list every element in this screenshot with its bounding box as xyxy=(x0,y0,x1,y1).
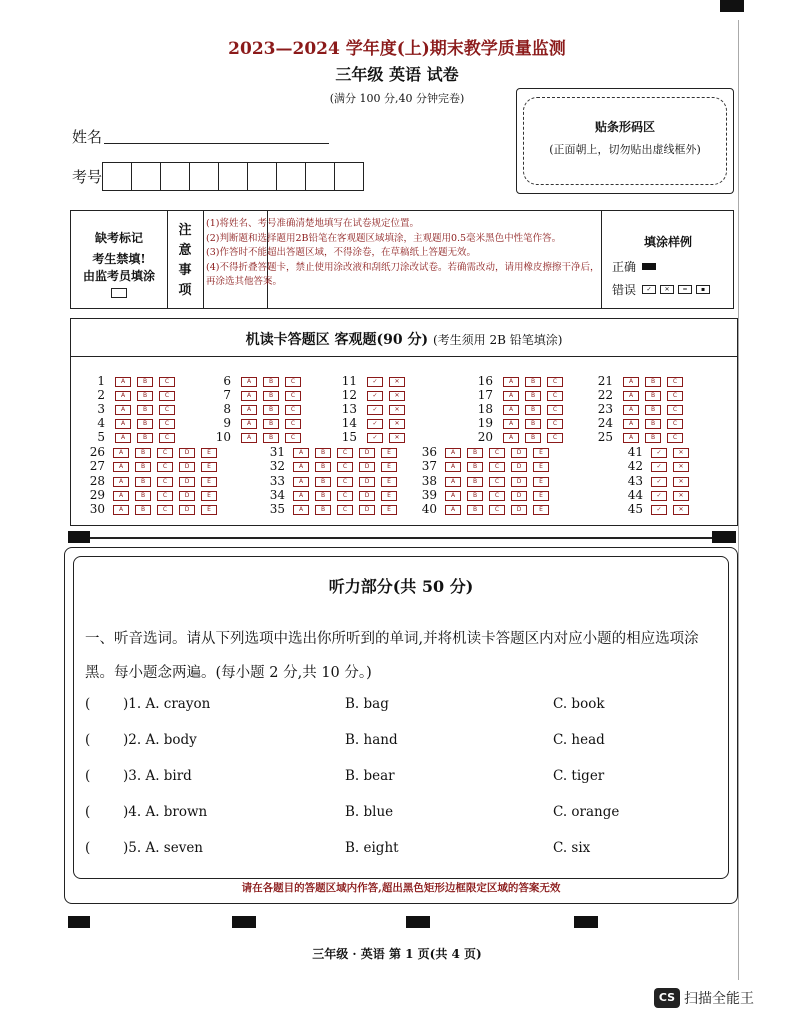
option-b: B. eight xyxy=(345,840,399,856)
answer-bubble[interactable]: C xyxy=(157,448,173,458)
scanner-logo: CS xyxy=(654,988,680,1008)
answer-bubble[interactable]: B xyxy=(137,419,153,429)
notes-header-char: 注 xyxy=(178,223,192,238)
answer-bubble[interactable]: C xyxy=(157,462,173,472)
option-a: )1. A. crayon xyxy=(123,696,211,712)
question-number: 2 xyxy=(97,388,105,402)
answer-bubble[interactable]: ✓ xyxy=(651,477,667,487)
question-number: 11 xyxy=(341,374,357,388)
scanner-name: 扫描全能王 xyxy=(684,991,754,1007)
id-box[interactable] xyxy=(218,162,248,191)
alignment-mark xyxy=(232,916,256,928)
answer-bubble[interactable]: E xyxy=(381,462,397,472)
answer-bubble[interactable]: B xyxy=(467,462,483,472)
answer-bubble[interactable]: B xyxy=(263,419,279,429)
notes-header-char: 事 xyxy=(178,263,192,278)
answer-bubble[interactable]: B xyxy=(645,391,661,401)
answer-bubble[interactable]: E xyxy=(201,477,217,487)
answer-bubble[interactable]: ✓ xyxy=(367,433,383,443)
answer-bubble[interactable]: C xyxy=(159,405,175,415)
answer-bubble[interactable]: A xyxy=(503,377,519,387)
question-number: 36 xyxy=(421,445,437,459)
answer-bubble[interactable]: B xyxy=(467,477,483,487)
answer-bubble[interactable]: C xyxy=(489,448,505,458)
answer-bubble[interactable]: A xyxy=(293,462,309,472)
option-c: C. orange xyxy=(553,804,620,820)
answer-bubble[interactable]: B xyxy=(315,462,331,472)
answer-bubble[interactable]: ✕ xyxy=(673,448,689,458)
answer-bubble[interactable]: E xyxy=(533,448,549,458)
answer-bubble[interactable]: A xyxy=(113,462,129,472)
answer-bubble[interactable]: B xyxy=(137,433,153,443)
option-b: B. hand xyxy=(345,732,398,748)
listening-title: 听力部分(共 50 分) xyxy=(328,577,474,596)
id-box[interactable] xyxy=(102,162,132,191)
option-b: B. bag xyxy=(345,696,389,712)
filled-bubble-icon xyxy=(642,263,656,270)
answer-bubble[interactable]: A xyxy=(503,391,519,401)
answer-bubble[interactable]: A xyxy=(445,448,461,458)
question-number: 19 xyxy=(477,416,493,430)
answer-bubble[interactable]: C xyxy=(159,433,175,443)
answer-bubble[interactable]: B xyxy=(137,377,153,387)
answer-bubble[interactable]: C xyxy=(159,377,175,387)
answer-bubble[interactable]: B xyxy=(263,433,279,443)
answer-bubble[interactable]: ✓ xyxy=(651,462,667,472)
question-number: 5 xyxy=(97,430,105,444)
question-number: 9 xyxy=(223,416,231,430)
answer-bubble[interactable]: A xyxy=(115,419,131,429)
answer-bubble[interactable]: C xyxy=(337,491,353,501)
answer-bubble[interactable]: A xyxy=(445,491,461,501)
exam-title: 2023—2024 学年度(上)期末教学质量监测 xyxy=(228,39,566,59)
answer-bubble[interactable]: ✕ xyxy=(673,462,689,472)
answer-bubble[interactable]: C xyxy=(489,505,505,515)
answer-bubble[interactable]: A xyxy=(503,433,519,443)
question-number: 21 xyxy=(597,374,613,388)
answer-bubble[interactable]: ✓ xyxy=(651,448,667,458)
answer-bubble[interactable]: A xyxy=(113,477,129,487)
answer-bubble[interactable]: E xyxy=(201,491,217,501)
answer-bubble[interactable]: D xyxy=(359,491,375,501)
answer-bubble[interactable]: C xyxy=(667,391,683,401)
name-label: 姓名 xyxy=(72,128,103,146)
sample-correct-label: 正确 xyxy=(612,260,637,274)
answer-bubble[interactable]: A xyxy=(503,419,519,429)
answer-bubble[interactable]: D xyxy=(511,462,527,472)
answer-bubble[interactable]: C xyxy=(489,462,505,472)
question-number: 14 xyxy=(341,416,357,430)
answer-bubble[interactable]: A xyxy=(293,491,309,501)
note-item: (2)判断题和选择题用2B铅笔在客观题区域填涂，主观题用0.5毫米黑色中性笔作答。 xyxy=(206,232,562,244)
answer-bubble[interactable]: C xyxy=(157,505,173,515)
id-box[interactable] xyxy=(131,162,161,191)
absent-mark xyxy=(71,211,168,308)
question-number: 44 xyxy=(627,488,643,502)
question-number: 38 xyxy=(421,474,437,488)
option-a: )2. A. body xyxy=(123,732,197,748)
exam-note: (满分 100 分,40 分钟完卷) xyxy=(329,92,465,105)
question-number: 40 xyxy=(421,502,437,516)
barcode-hint: (正面朝上，切勿贴出虚线框外) xyxy=(549,143,701,156)
answer-bubble[interactable]: B xyxy=(645,377,661,387)
answer-bubble[interactable]: A xyxy=(115,377,131,387)
answer-bubble[interactable]: A xyxy=(241,433,257,443)
answer-bubble[interactable]: E xyxy=(381,505,397,515)
answer-paren: ( xyxy=(85,768,91,784)
answer-bubble[interactable]: B xyxy=(645,405,661,415)
answer-bubble[interactable]: ✕ xyxy=(389,419,405,429)
name-field[interactable] xyxy=(104,143,329,144)
answer-bubble[interactable]: B xyxy=(525,405,541,415)
answer-bubble[interactable]: C xyxy=(285,419,301,429)
answer-bubble[interactable]: C xyxy=(547,391,563,401)
answer-bubble[interactable]: A xyxy=(293,505,309,515)
question-number: 33 xyxy=(269,474,285,488)
answer-bubble[interactable]: C xyxy=(337,462,353,472)
answer-bubble[interactable]: ✓ xyxy=(367,419,383,429)
answer-bubble[interactable]: ✓ xyxy=(651,505,667,515)
answer-bubble[interactable]: A xyxy=(113,505,129,515)
question-number: 37 xyxy=(421,459,437,473)
question-number: 31 xyxy=(269,445,285,459)
info-box xyxy=(70,210,734,309)
option-c: C. book xyxy=(553,696,605,712)
answer-bubble[interactable]: A xyxy=(445,477,461,487)
wrong-cross-icon: ✕ xyxy=(660,285,674,294)
answer-bubble[interactable]: B xyxy=(467,505,483,515)
answer-bubble[interactable]: A xyxy=(115,405,131,415)
answer-bubble[interactable]: E xyxy=(381,491,397,501)
answer-bubble[interactable]: C xyxy=(157,477,173,487)
answer-bubble[interactable]: C xyxy=(159,419,175,429)
answer-bubble[interactable]: A xyxy=(241,405,257,415)
answer-bubble[interactable]: C xyxy=(667,419,683,429)
listening-instruction: 一、听音选词。请从下列选项中选出你所听到的单词,并将机读卡答题区内对应小题的相应选项涂黑。每小题念两遍。(每小题 2 分,共 10 分。) xyxy=(85,631,699,681)
answer-bubble[interactable]: ✕ xyxy=(389,377,405,387)
answer-bubble[interactable]: C xyxy=(157,491,173,501)
answer-bubble[interactable]: C xyxy=(667,377,683,387)
option-c: C. head xyxy=(553,732,605,748)
answer-bubble[interactable]: C xyxy=(547,405,563,415)
answer-bubble[interactable]: A xyxy=(241,391,257,401)
question-number: 28 xyxy=(89,474,105,488)
question-number: 43 xyxy=(627,474,643,488)
answer-bubble[interactable]: A xyxy=(445,505,461,515)
next-page-edge xyxy=(738,20,794,980)
answer-bubble[interactable]: E xyxy=(201,505,217,515)
option-c: C. tiger xyxy=(553,768,605,784)
scanner-watermark xyxy=(654,988,754,1008)
answer-bubble[interactable]: C xyxy=(667,433,683,443)
question-number: 26 xyxy=(89,445,105,459)
answer-bubble[interactable]: E xyxy=(201,448,217,458)
option-b: B. bear xyxy=(345,768,395,784)
question-number: 39 xyxy=(421,488,437,502)
answer-bubble[interactable]: D xyxy=(179,462,195,472)
answer-bubble[interactable]: A xyxy=(445,462,461,472)
answer-bubble[interactable]: B xyxy=(467,491,483,501)
question-number: 23 xyxy=(597,402,613,416)
answer-bubble[interactable]: B xyxy=(315,505,331,515)
answer-bubble[interactable]: C xyxy=(547,419,563,429)
question-number: 1 xyxy=(97,374,105,388)
question-number: 32 xyxy=(269,459,285,473)
question-number: 4 xyxy=(97,416,105,430)
answer-bubble[interactable]: C xyxy=(337,448,353,458)
question-number: 6 xyxy=(223,374,231,388)
note-item: (1)将姓名、考号准确清楚地填写在试卷规定位置。 xyxy=(206,218,419,229)
wrong-dash-icon: = xyxy=(678,285,692,294)
answer-bubble[interactable]: E xyxy=(533,505,549,515)
question-number: 8 xyxy=(223,402,231,416)
answer-bubble[interactable]: B xyxy=(137,391,153,401)
answer-bubble[interactable]: B xyxy=(645,419,661,429)
answer-bubble[interactable]: A xyxy=(623,377,639,387)
answer-bubble[interactable]: B xyxy=(137,405,153,415)
fill-sample xyxy=(601,211,734,308)
question-number: 17 xyxy=(477,388,493,402)
answer-bubble[interactable]: C xyxy=(489,491,505,501)
answer-area-warning: 请在各题目的答题区域内作答,超出黑色矩形边框限定区域的答案无效 xyxy=(241,882,561,894)
answer-bubble[interactable]: C xyxy=(667,405,683,415)
answer-bubble[interactable]: C xyxy=(285,433,301,443)
answer-paren: ( xyxy=(85,696,91,712)
answer-bubble[interactable]: ✕ xyxy=(673,505,689,515)
option-b: B. blue xyxy=(345,804,394,820)
answer-bubble[interactable]: A xyxy=(115,433,131,443)
answer-bubble[interactable]: B xyxy=(315,448,331,458)
absent-bubble[interactable] xyxy=(111,288,127,298)
question-number: 16 xyxy=(477,374,493,388)
question-number: 12 xyxy=(341,388,357,402)
question-number: 30 xyxy=(89,502,105,516)
answer-bubble[interactable]: E xyxy=(381,448,397,458)
question-number: 7 xyxy=(223,388,231,402)
id-label: 考号 xyxy=(72,168,103,186)
answer-bubble[interactable]: ✓ xyxy=(367,391,383,401)
answer-bubble[interactable]: D xyxy=(359,505,375,515)
sample-title: 填涂样例 xyxy=(643,235,692,249)
divider-line xyxy=(68,537,736,539)
answer-bubble[interactable]: A xyxy=(293,477,309,487)
answer-bubble[interactable]: D xyxy=(511,477,527,487)
answer-bubble[interactable]: A xyxy=(623,391,639,401)
id-box[interactable] xyxy=(247,162,277,191)
question-number: 3 xyxy=(97,402,105,416)
answer-bubble[interactable]: D xyxy=(359,448,375,458)
barcode-title: 贴条形码区 xyxy=(594,120,655,134)
answer-bubble[interactable]: D xyxy=(511,448,527,458)
answer-bubble[interactable]: E xyxy=(533,477,549,487)
omr-title-text: 机读卡答题区 客观题(90 分) xyxy=(245,332,429,348)
answer-bubble[interactable]: B xyxy=(525,391,541,401)
answer-bubble[interactable]: B xyxy=(135,448,151,458)
answer-bubble[interactable]: A xyxy=(293,448,309,458)
answer-bubble[interactable]: A xyxy=(241,419,257,429)
question-number: 10 xyxy=(215,430,231,444)
answer-bubble[interactable]: ✓ xyxy=(651,491,667,501)
wrong-check-icon: ✓ xyxy=(642,285,656,294)
answer-bubble[interactable]: D xyxy=(511,505,527,515)
answer-bubble[interactable]: ✕ xyxy=(673,477,689,487)
answer-bubble[interactable]: B xyxy=(135,477,151,487)
answer-bubble[interactable]: A xyxy=(623,405,639,415)
answer-bubble[interactable]: A xyxy=(241,377,257,387)
question-number: 22 xyxy=(597,388,613,402)
answer-bubble[interactable]: C xyxy=(547,433,563,443)
absent-line1: 考生禁填! xyxy=(92,252,146,266)
alignment-mark xyxy=(720,0,744,12)
answer-bubble[interactable]: C xyxy=(285,391,301,401)
answer-bubble[interactable]: D xyxy=(179,448,195,458)
answer-bubble[interactable]: B xyxy=(135,462,151,472)
alignment-mark xyxy=(68,916,90,928)
answer-bubble[interactable]: B xyxy=(135,491,151,501)
answer-bubble[interactable]: C xyxy=(489,477,505,487)
omr-grid xyxy=(71,319,737,525)
answer-bubble[interactable]: ✓ xyxy=(367,405,383,415)
answer-bubble[interactable]: B xyxy=(135,505,151,515)
answer-bubble[interactable]: B xyxy=(467,448,483,458)
question-number: 45 xyxy=(627,502,643,516)
question-number: 29 xyxy=(89,488,105,502)
answer-bubble[interactable]: C xyxy=(547,377,563,387)
alignment-mark xyxy=(68,531,90,543)
notes-header-char: 意 xyxy=(178,243,192,258)
alignment-mark xyxy=(574,916,598,928)
answer-bubble[interactable]: B xyxy=(525,433,541,443)
answer-bubble[interactable]: ✕ xyxy=(673,491,689,501)
answer-paren: ( xyxy=(85,840,91,856)
question-number: 15 xyxy=(341,430,357,444)
question-number: 18 xyxy=(477,402,493,416)
question-number: 27 xyxy=(89,459,105,473)
answer-bubble[interactable]: B xyxy=(315,477,331,487)
answer-bubble[interactable]: D xyxy=(179,491,195,501)
answer-bubble[interactable]: A xyxy=(623,433,639,443)
question-number: 20 xyxy=(477,430,493,444)
answer-bubble[interactable]: A xyxy=(113,491,129,501)
answer-bubble[interactable]: E xyxy=(381,477,397,487)
absent-line2: 由监考员填涂 xyxy=(82,269,155,283)
answer-bubble[interactable]: B xyxy=(263,405,279,415)
answer-bubble[interactable]: B xyxy=(315,491,331,501)
id-box[interactable] xyxy=(160,162,190,191)
question-number: 34 xyxy=(269,488,285,502)
answer-bubble[interactable]: ✕ xyxy=(389,433,405,443)
answer-bubble[interactable]: B xyxy=(645,433,661,443)
answer-paren: ( xyxy=(85,804,91,820)
notes-list xyxy=(206,217,601,290)
id-box[interactable] xyxy=(305,162,335,191)
answer-bubble[interactable]: A xyxy=(503,405,519,415)
answer-bubble[interactable]: E xyxy=(533,462,549,472)
question-number: 42 xyxy=(627,459,643,473)
question-number: 35 xyxy=(269,502,285,516)
option-c: C. six xyxy=(553,840,591,856)
answer-bubble[interactable]: D xyxy=(179,477,195,487)
question-number: 13 xyxy=(341,402,357,416)
omr-title-note: (考生须用 2B 铅笔填涂) xyxy=(432,333,563,347)
note-item: (3)作答时不能超出答题区域，不得涂卷，在草稿纸上答题无效。 xyxy=(206,247,476,258)
answer-bubble[interactable]: C xyxy=(285,405,301,415)
answer-bubble[interactable]: B xyxy=(525,419,541,429)
option-a: )3. A. bird xyxy=(123,768,192,784)
question-number: 25 xyxy=(597,430,613,444)
note-item: (4)不得折叠答题卡，禁止使用涂改液和刮纸刀涂改试卷。若确需改动，请用橡皮擦擦干净后，再涂选其他答案。 xyxy=(206,261,600,287)
answer-paren: ( xyxy=(85,732,91,748)
answer-bubble[interactable]: D xyxy=(179,505,195,515)
question-number: 41 xyxy=(627,445,643,459)
alignment-mark xyxy=(406,916,430,928)
answer-bubble[interactable]: A xyxy=(113,448,129,458)
answer-bubble[interactable]: ✕ xyxy=(389,391,405,401)
answer-bubble[interactable]: A xyxy=(115,391,131,401)
id-field[interactable] xyxy=(102,162,363,191)
id-box[interactable] xyxy=(276,162,306,191)
answer-bubble[interactable]: B xyxy=(263,391,279,401)
answer-bubble[interactable]: C xyxy=(285,377,301,387)
answer-bubble[interactable]: B xyxy=(263,377,279,387)
answer-bubble[interactable]: D xyxy=(359,462,375,472)
page-footer: 三年级 · 英语 第 1 页(共 4 页) xyxy=(312,947,482,961)
answer-bubble[interactable]: E xyxy=(201,462,217,472)
absent-title: 缺考标记 xyxy=(94,231,143,245)
option-a: )4. A. brown xyxy=(123,804,208,820)
notes-header-char: 项 xyxy=(178,283,192,298)
answer-bubble[interactable]: A xyxy=(623,419,639,429)
question-number: 24 xyxy=(597,416,613,430)
id-box[interactable] xyxy=(189,162,219,191)
answer-bubble[interactable]: E xyxy=(533,491,549,501)
listening-section xyxy=(64,547,738,904)
option-a: )5. A. seven xyxy=(123,840,203,856)
wrong-dot-icon: ▪ xyxy=(696,285,710,294)
barcode-area xyxy=(516,88,734,194)
exam-subtitle: 三年级 英语 试卷 xyxy=(335,65,459,84)
alignment-mark xyxy=(712,531,736,543)
answer-bubble[interactable]: D xyxy=(511,491,527,501)
answer-bubble[interactable]: C xyxy=(159,391,175,401)
answer-bubble[interactable]: B xyxy=(525,377,541,387)
answer-bubble[interactable]: C xyxy=(337,477,353,487)
answer-bubble[interactable]: C xyxy=(337,505,353,515)
id-box[interactable] xyxy=(334,162,364,191)
answer-bubble[interactable]: ✕ xyxy=(389,405,405,415)
answer-bubble[interactable]: ✓ xyxy=(367,377,383,387)
omr-area xyxy=(70,318,738,526)
sample-wrong-label: 错误 xyxy=(612,283,637,297)
answer-bubble[interactable]: D xyxy=(359,477,375,487)
